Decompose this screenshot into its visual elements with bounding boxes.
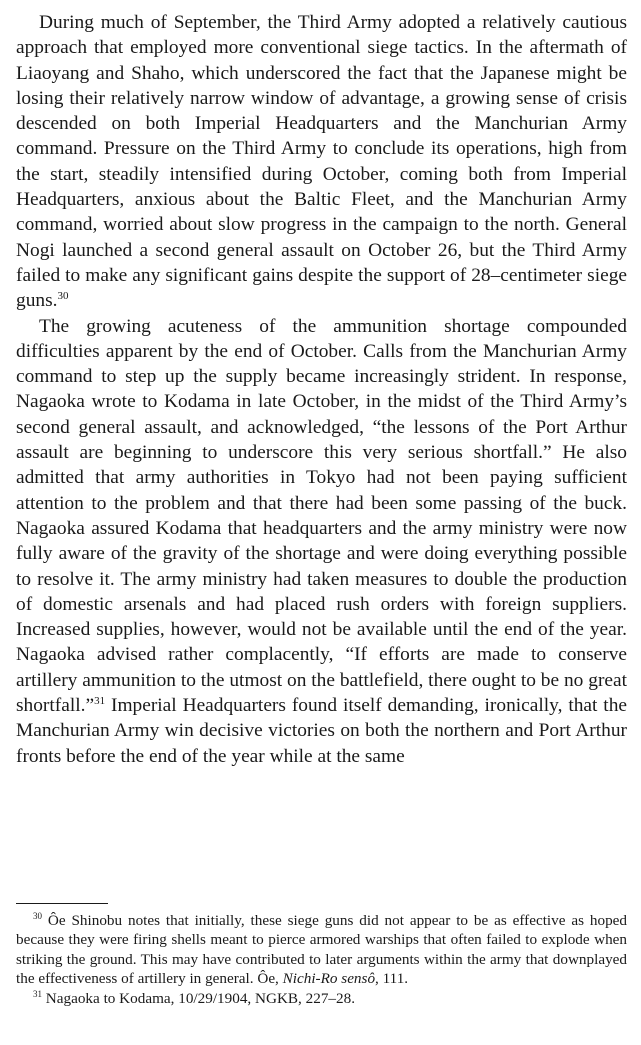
footnote-divider [16,903,108,904]
footnote-30-title: Nichi-Ro sensô [282,970,376,988]
paragraph-1 [16,10,627,314]
footnotes [16,911,627,1008]
footnote-31-text: Nagaoka to Kodama, 10/29/1904, NGKB, 227–28. [45,989,355,1007]
footnote-30-after: , 111. [375,970,409,988]
footnote-30-text: Ôe Shinobu notes that initially, these siege guns did not appear to be as effective as hoped because they were firing shells meant to pierce armored warships that often failed to explode when striking the ground. This may have contributed to later arguments within the army that downplayed the effectiveness of artillery in general. Ôe, [16,912,627,988]
paragraph-2 [16,314,627,769]
footnote-ref-30: 30 [57,290,69,303]
footnote-number-31: 31 [33,988,42,999]
paragraph-2-tail: Imperial Headquarters found itself demanding, ironically, that the Manchurian Army win decisive victories on both the northern and Port Arthur fronts before the end of the year while at the same [16,695,627,767]
document-page [16,10,627,769]
footnote-30 [16,911,627,989]
footnote-ref-31: 31 [94,695,106,708]
paragraph-1-text: During much of September, the Third Army adopted a relatively cautious approach that employed more conventional siege tactics. In the aftermath of Liaoyang and Shaho, which underscored the fact that the Japanese might be losing their relatively narrow window of advantage, a growing sense of crisis descended on both Imperial Headquarters and the Manchurian Army command. Pressure on the Third Army to conclude its operations, high from the start, steadily intensified during October, coming both from Imperial Headquarters, anxious about the Baltic Fleet, and the Manchurian Army command, worried about slow progress in the campaign to the north. General Nogi launched a second general assault on October 26, but the Third Army failed to make any significant gains despite the support of 28–centimeter siege guns. [16,12,627,312]
body-text [16,10,627,769]
footnote-number-30: 30 [33,911,42,921]
footnote-31 [16,989,627,1008]
paragraph-2-text: The growing acuteness of the ammunition shortage compounded difficulties apparent by the end of October. Calls from the Manchurian Army command to step up the supply became increasingly strident. In response, Nagaoka wrote to Kodama in late October, in the midst of the Third Army’s second general assault, and acknowledged, “the lessons of the Port Arthur assault are beginning to underscore this very serious shortfall.” He also admitted that army authorities in Tokyo had not been paying sufficient attention to the problem and that there had been some passing of the buck. Nagaoka assured Kodama that headquarters and the army ministry were now fully aware of the gravity of the shortage and were doing everything possible to resolve it. The army ministry had taken measures to double the production of domestic arsenals and had placed rush orders with foreign suppliers. Increased supplies, however, would not be available until the end of the year. Nagaoka advised rather complacently, “If efforts are made to conserve artillery ammunition to the utmost on the battlefield, there ought to be no great shortfall.” [16,315,627,717]
